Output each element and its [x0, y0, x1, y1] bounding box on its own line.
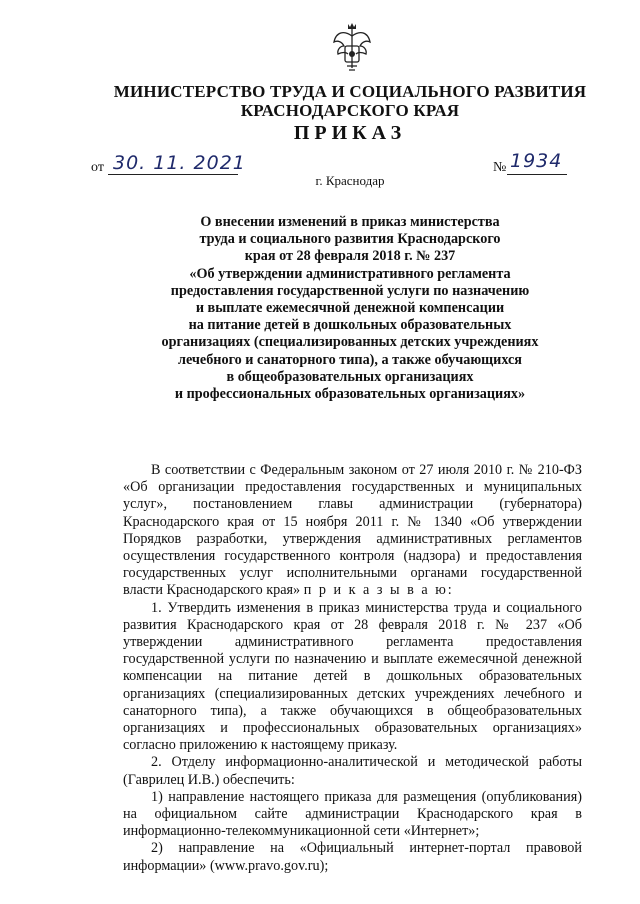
subject-line: лечебного и санаторного типа), а также обучающихся: [178, 351, 522, 368]
number-prefix: №: [493, 160, 507, 175]
document-body: [123, 462, 582, 875]
item-2-2-paragraph: 2) направление на «Официальный интернет-портал правовой информации» (www.pravo.gov.ru);: [123, 840, 582, 874]
number-underline: [507, 174, 567, 175]
subject-line: в общеобразовательных организациях: [226, 368, 474, 385]
ministry-name: [100, 82, 600, 120]
preamble-paragraph: [123, 462, 582, 600]
preamble-text: В соответствии с Федеральным законом от 27 июля 2010 г. № 210-ФЗ «Об организации предоставления государственных и муниципальных услуг», постановлением главы администрации (губернатора) Краснодарского края от 15 ноября 2011 г. № 1340 «Об утверждении Порядков разработки, утверждения административных регламентов осуществления государственного контроля (надзора) и предоставления государственных услуг исполнительными органами государственной власти Краснодарского края»: [123, 462, 582, 599]
document-subject: [120, 214, 580, 403]
subject-line: труда и социального развития Краснодарского: [199, 231, 501, 248]
decree-word: п р и к а з ы в а ю:: [303, 582, 454, 599]
handwritten-date: 30. 11. 2021: [113, 152, 246, 174]
subject-line: «Об утверждении административного регламента: [189, 265, 511, 282]
ministry-line-1: МИНИСТЕРСТВО ТРУДА И СОЦИАЛЬНОГО РАЗВИТИЯ: [113, 82, 587, 101]
handwritten-number: 1934: [510, 150, 563, 172]
subject-line: предоставления государственной услуги по назначению: [170, 282, 530, 299]
item-2-1-paragraph: 1) направление настоящего приказа для размещения (опубликования) на официальном сайте администрации Краснодарского края в информационно-телекоммуникационной сети «Интернет»;: [123, 788, 582, 840]
subject-line: организациях (специализированных детских учреждениях: [161, 334, 539, 351]
document-type: ПРИКАЗ: [293, 122, 407, 144]
subject-line: О внесении изменений в приказ министерства: [200, 214, 500, 230]
item-1-paragraph: 1. Утвердить изменения в приказ министерства труда и социального развития Краснодарского края от 28 февраля 2018 г. № 237 «Об утверждении административного регламента предоставления государственной услуги по назначению и выплате ежемесячной денежной компенсации на питание детей в дошкольных образовательных организациях (специализированных детских учреждениях лечебного и санаторного типа), а также обучающихся в общеобразовательных организациях и профессиональных образовательных организациях» согласно приложению к настоящему приказу.: [123, 599, 582, 754]
ministry-line-2: КРАСНОДАРСКОГО КРАЯ: [240, 101, 460, 120]
item-2-paragraph: 2. Отделу информационно-аналитической и методической работы (Гаврилец И.В.) обеспечить:: [123, 754, 582, 788]
subject-line: на питание детей в дошкольных образовательных: [188, 317, 512, 334]
subject-line: и выплате ежемесячной денежной компенсации: [195, 300, 505, 317]
date-prefix: от: [91, 160, 104, 175]
coat-of-arms-icon: [332, 22, 372, 74]
city: г. Краснодар: [315, 173, 385, 188]
subject-line: и профессиональных образовательных организациях»: [174, 386, 526, 403]
subject-line: края от 28 февраля 2018 г. № 237: [244, 248, 456, 265]
